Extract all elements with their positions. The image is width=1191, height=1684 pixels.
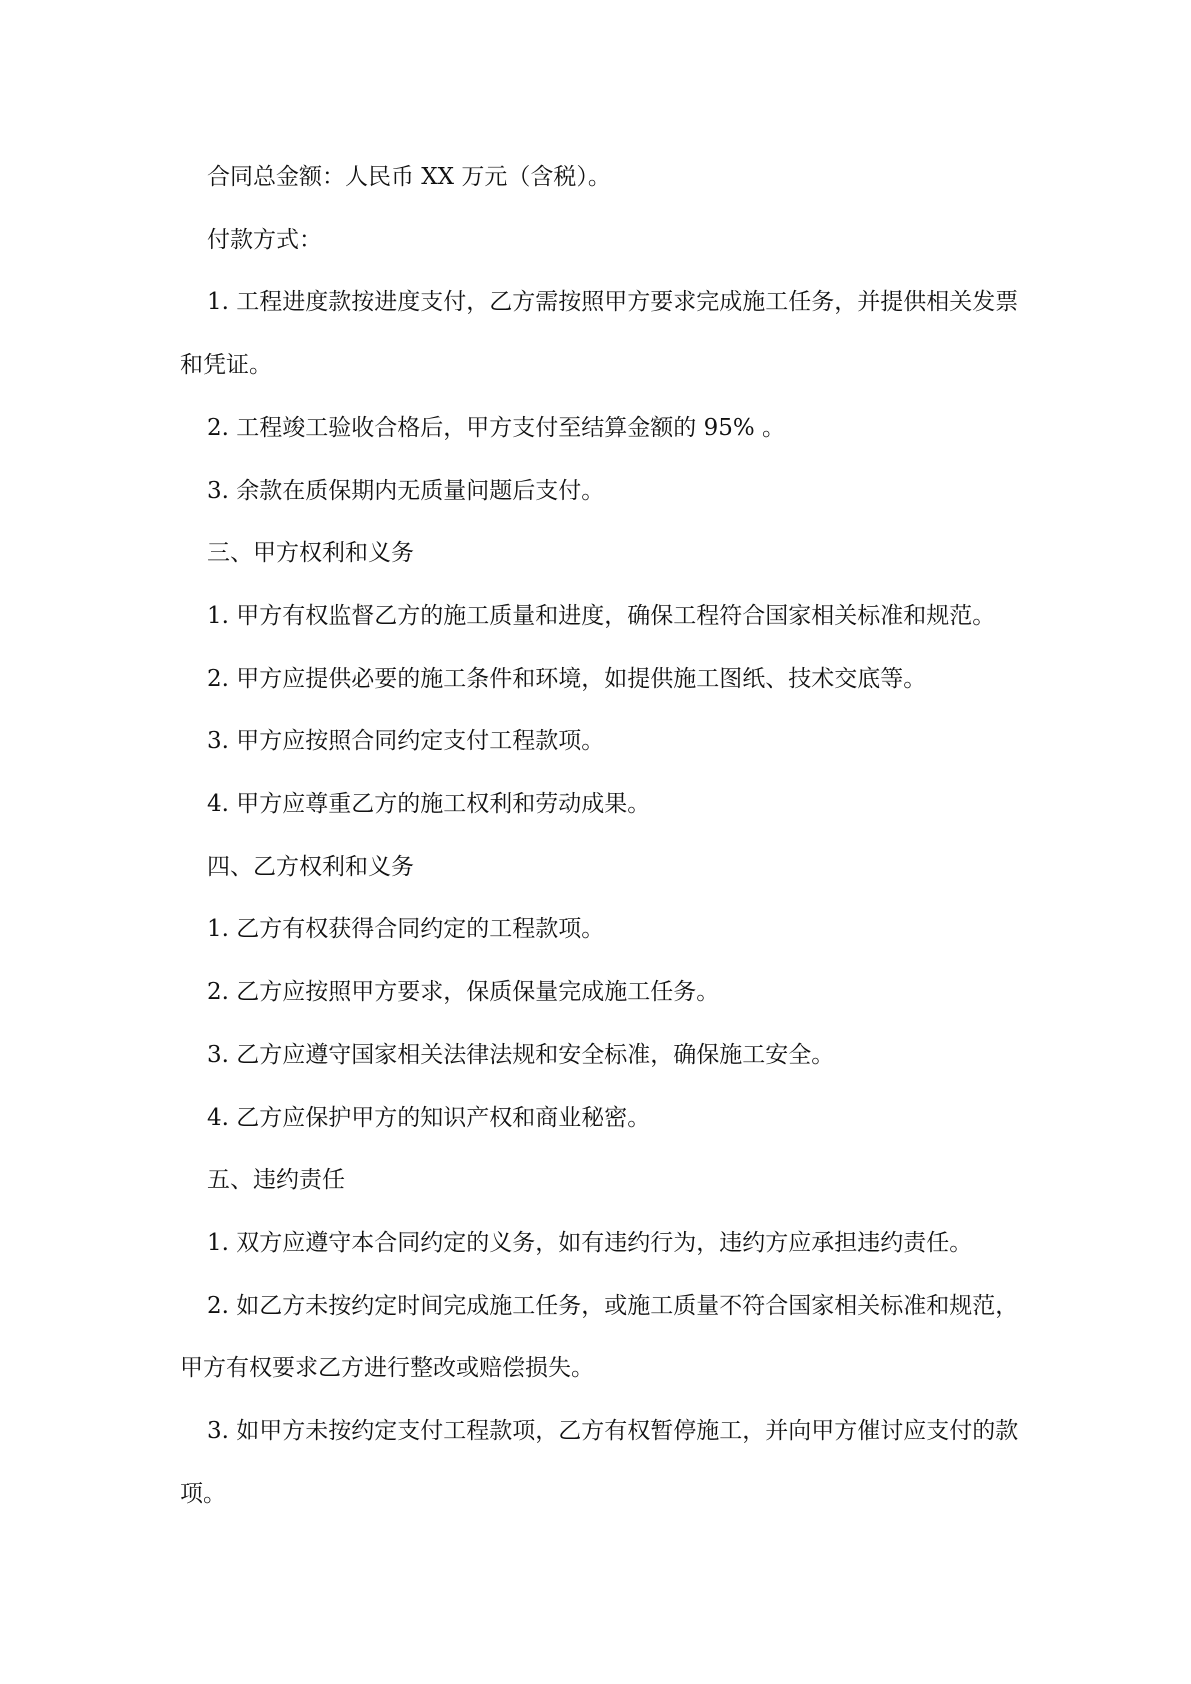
party-b-item-3: 3. 乙方应遵守国家相关法律法规和安全标准，确保施工安全。 [207,1041,835,1068]
party-a-item-3: 3. 甲方应按照合同约定支付工程款项。 [207,728,605,755]
payment-method-heading: 付款方式： [207,226,322,253]
payment-item-2: 2. 工程竣工验收合格后，甲方支付至结算金额的 95% 。 [207,414,785,441]
section-heading-party-b: 四、乙方权利和义务 [207,853,414,880]
party-a-item-2: 2. 甲方应提供必要的施工条件和环境，如提供施工图纸、技术交底等。 [207,665,927,692]
breach-item-2: 2. 如乙方未按约定时间完成施工任务，或施工质量不符合国家相关标准和规范，甲方有权要求乙方进行整改或赔偿损失。 [180,1292,1019,1382]
party-a-item-1: 1. 甲方有权监督乙方的施工质量和进度，确保工程符合国家相关标准和规范。 [207,602,996,629]
section-heading-party-a: 三、甲方权利和义务 [207,540,414,567]
breach-item-1: 1. 双方应遵守本合同约定的义务，如有违约行为，违约方应承担违约责任。 [207,1229,973,1256]
breach-item-3: 3. 如甲方未按约定支付工程款项，乙方有权暂停施工，并向甲方催讨应支付的款项。 [180,1418,1019,1507]
party-a-item-4: 4. 甲方应尊重乙方的施工权利和劳动成果。 [207,791,651,818]
payment-item-1: 1. 工程进度款按进度支付，乙方需按照甲方要求完成施工任务，并提供相关发票和凭证。 [180,289,1019,379]
payment-item-3: 3. 余款在质保期内无质量问题后支付。 [207,477,605,504]
party-b-item-4: 4. 乙方应保护甲方的知识产权和商业秘密。 [207,1104,651,1131]
contract-amount-paragraph: 合同总金额：人民币 XX 万元（含税）。 [207,164,611,190]
party-b-item-2: 2. 乙方应按照甲方要求，保质保量完成施工任务。 [207,979,720,1006]
section-heading-breach: 五、违约责任 [207,1167,345,1194]
party-b-item-1: 1. 乙方有权获得合同约定的工程款项。 [207,916,605,943]
document-body [180,146,1025,1525]
